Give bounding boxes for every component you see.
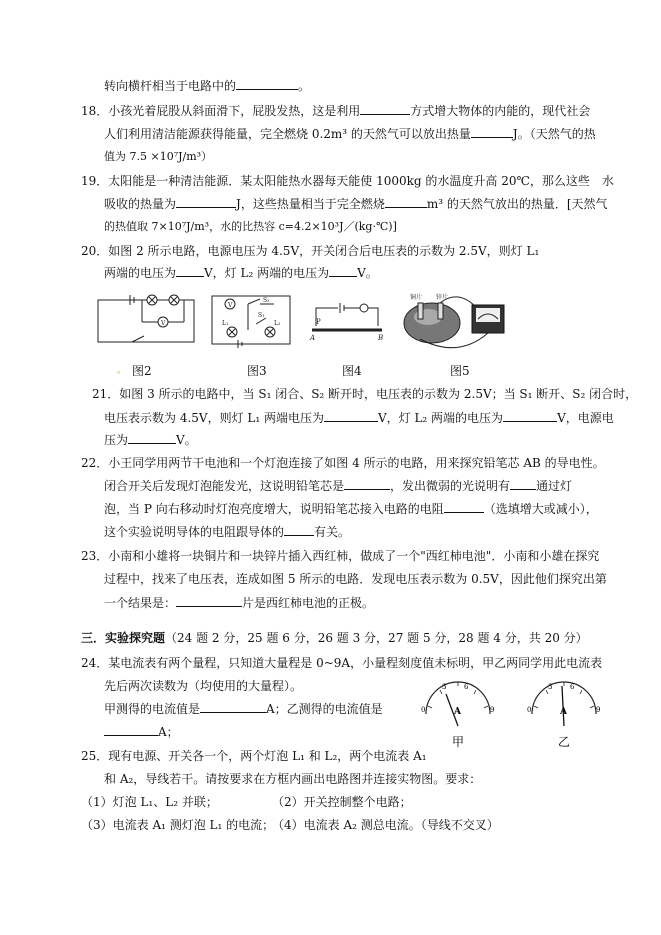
answer-blank bbox=[128, 433, 176, 444]
figure-3-circuit bbox=[208, 290, 294, 352]
q25-line2: 和 A₂，导线若干。请按要求在方框内画出电路图并连接实物图。要求： bbox=[104, 772, 482, 786]
q25-line1: 25．现有电源、开关各一个，两个灯泡 L₁ 和 L₂，两个电流表 A₁ bbox=[81, 749, 427, 763]
answer-blank bbox=[284, 525, 314, 536]
answer-blank bbox=[385, 197, 427, 208]
label-l2: L₂ bbox=[274, 320, 281, 327]
q23-line2: 过程中，找来了电压表，连成如图 5 所示的电路．发现电压表示数为 0.5V，因此他们探究出第 bbox=[104, 572, 607, 586]
tick-6: 6 bbox=[570, 683, 575, 691]
figure-2-caption: 图2 bbox=[132, 364, 152, 378]
q23-line3: 一个结果是： 片是西红柿电池的正极。 bbox=[104, 596, 375, 610]
label-a: A bbox=[310, 334, 316, 342]
answer-blank bbox=[324, 411, 378, 422]
q18-line3: 值为 7.5 ×10⁷J/m³） bbox=[104, 150, 213, 163]
answer-blank bbox=[503, 411, 557, 422]
q24-line4: A； bbox=[104, 725, 179, 739]
q23-line1: 23．小南和小雄将一块铜片和一块锌片插入西红柿，做成了一个"西红柿电池"．小南和小雄在探究 bbox=[81, 549, 600, 563]
label-p: P bbox=[316, 318, 321, 326]
figure-5-tomato-battery bbox=[398, 289, 510, 351]
answer-blank bbox=[360, 104, 410, 115]
q24-line2: 先后两次读数为（均使用的大量程）。 bbox=[104, 679, 303, 693]
label-s1: S₁ bbox=[258, 312, 265, 319]
label-l1: L₁ bbox=[222, 320, 229, 327]
label-zinc: 锌片 bbox=[436, 294, 449, 301]
q24-line3: 甲测得的电流值是 A；乙测得的电流值是 bbox=[104, 702, 383, 716]
answer-blank bbox=[104, 725, 158, 736]
answer-blank bbox=[176, 266, 204, 277]
tick-9: 9 bbox=[596, 706, 601, 714]
answer-blank bbox=[176, 197, 236, 208]
q25-req1: （1）灯泡 L₁、L₂ 并联； bbox=[81, 795, 218, 809]
answer-blank bbox=[510, 479, 536, 490]
section-3-heading: 三．实验探究题（24 题 2 分，25 题 6 分，26 题 3 分，27 题 5 分，28 题 4 分，共 20 分） bbox=[81, 631, 588, 645]
answer-blank bbox=[200, 702, 266, 713]
q25-req2: （2）开关控制整个电路； bbox=[272, 795, 412, 809]
meter-jia bbox=[418, 676, 498, 748]
answer-blank bbox=[329, 266, 357, 277]
answer-blank bbox=[236, 79, 298, 90]
q21-line3: 压为 V。 bbox=[104, 433, 197, 447]
label-s2: S₂ bbox=[263, 297, 270, 304]
svg-text:V: V bbox=[228, 302, 233, 309]
tick-6: 6 bbox=[464, 683, 469, 691]
q22-line1: 22．小王同学用两节干电池和一个灯泡连接了如图 4 所示的电路，用来探究铅笔芯 AB 的导电性。 bbox=[81, 456, 605, 470]
q19-line2: 吸收的热量为 J，这些热量相当于完全燃烧 m³ 的天然气放出的热量．[天然气 bbox=[104, 197, 608, 211]
figure-5-caption: 图5 bbox=[450, 364, 470, 378]
q25-req4: （4）电流表 A₂ 测总电流。（导线不交叉） bbox=[272, 818, 499, 832]
q22-line3: 泡，当 P 向右移动时灯泡亮度增大，说明铅笔芯接入电路的电阻 （选填增大或减小）， bbox=[104, 502, 598, 516]
meter-symbol: A bbox=[560, 707, 567, 717]
q18-line1: 18．小孩光着屁股从斜面滑下，屁股发热，这是利用 方式增大物体的内能的，现代社会 bbox=[81, 104, 591, 118]
q18-line2: 人们利用清洁能源获得能量，完全燃烧 0.2m³ 的天然气可以放出热量 J。（天然气的热 bbox=[104, 127, 596, 141]
q22-line4: 这个实验说明导体的电阻跟导体的 有关。 bbox=[104, 525, 351, 539]
tick-3: 3 bbox=[548, 683, 553, 691]
tick-0: 0 bbox=[421, 706, 426, 714]
svg-text:V: V bbox=[161, 320, 166, 327]
meter-symbol: A bbox=[454, 707, 461, 717]
label-b: B bbox=[378, 334, 384, 342]
figure-4-caption: 图4 bbox=[342, 364, 362, 378]
tick-9: 9 bbox=[490, 706, 495, 714]
q21-line1: 21．如图 3 所示的电路中，当 S₁ 闭合、S₂ 断开时，电压表的示数为 2.5V；当 S₁ 断开、S₂ 闭合时， bbox=[92, 387, 638, 401]
q25-req3: （3）电流表 A₁ 测灯泡 L₁ 的电流； bbox=[81, 818, 275, 832]
answer-blank bbox=[471, 127, 513, 138]
figure-3-caption: 图3 bbox=[247, 364, 267, 378]
meter-jia-label: 甲 bbox=[452, 735, 465, 748]
figure-2-circuit bbox=[92, 290, 200, 352]
meter-yi bbox=[524, 676, 604, 748]
q24-line1: 24．某电流表有两个量程，只知道大量程是 0~9A，小量程刻度值未标明，甲乙两同学用此电流表 bbox=[81, 656, 603, 670]
q22-line2: 闭合开关后发现灯泡能发光，这说明铅笔芯是 ，发出微弱的光说明有 通过灯 bbox=[104, 479, 573, 493]
label-copper: 铜片 bbox=[410, 294, 423, 301]
q21-line2: 电压表示数为 4.5V，则灯 L₁ 两端电压为 V，灯 L₂ 两端的电压为 V，电源电 bbox=[104, 411, 614, 425]
q19-line3: 的热值取 7×10⁷J/m³，水的比热容 c=4.2×10³J／(kg·℃)] bbox=[104, 220, 397, 233]
q19-line1: 19．太阳能是一种清洁能源．某太阳能热水器每天能使 1000kg 的水温度升高 20℃，那么这些 水 bbox=[81, 174, 614, 188]
answer-blank bbox=[176, 596, 242, 607]
answer-blank bbox=[444, 502, 484, 513]
q17-tail: 转向横杆相当于电路中的 。 bbox=[104, 79, 311, 93]
q20-line1: 20．如图 2 所示电路，电源电压为 4.5V，开关闭合后电压表的示数为 2.5V，则灯 L₁ bbox=[81, 244, 540, 258]
figure-bullet: 。 bbox=[117, 365, 127, 376]
tick-3: 3 bbox=[442, 683, 447, 691]
tick-0: 0 bbox=[527, 706, 532, 714]
answer-blank bbox=[344, 479, 390, 490]
needle-yi bbox=[562, 686, 564, 726]
figure-4-circuit bbox=[308, 296, 388, 348]
q20-line2: 两端的电压为 V，灯 L₂ 两端的电压为 V。 bbox=[104, 266, 378, 280]
meter-yi-label: 乙 bbox=[558, 735, 571, 748]
